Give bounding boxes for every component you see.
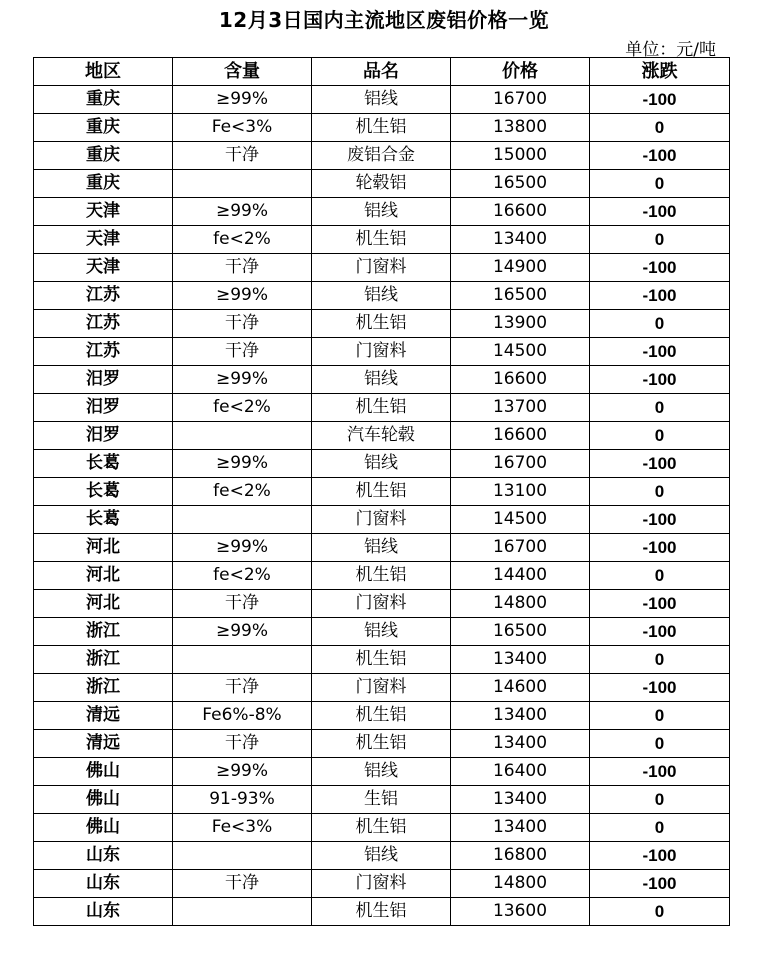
table-row <box>34 758 730 786</box>
table-row <box>34 618 730 646</box>
cell-region: 佛山 <box>34 786 173 814</box>
cell-change: 0 <box>590 226 730 254</box>
table-row <box>34 842 730 870</box>
cell-price: 16700 <box>451 86 590 114</box>
cell-content <box>173 646 312 674</box>
cell-region: 山东 <box>34 898 173 926</box>
cell-product: 铝线 <box>312 534 451 562</box>
header-change: 涨跌 <box>590 58 730 86</box>
cell-product: 机生铝 <box>312 478 451 506</box>
table-row <box>34 338 730 366</box>
cell-change: 0 <box>590 562 730 590</box>
cell-region: 重庆 <box>34 114 173 142</box>
cell-region: 山东 <box>34 870 173 898</box>
cell-change: 0 <box>590 114 730 142</box>
cell-content <box>173 898 312 926</box>
cell-change: -100 <box>590 674 730 702</box>
cell-product: 机生铝 <box>312 114 451 142</box>
cell-price: 13400 <box>451 814 590 842</box>
cell-change: 0 <box>590 814 730 842</box>
table-row <box>34 870 730 898</box>
cell-price: 14500 <box>451 338 590 366</box>
cell-price: 16500 <box>451 618 590 646</box>
cell-change: -100 <box>590 758 730 786</box>
cell-change: 0 <box>590 394 730 422</box>
table-row <box>34 254 730 282</box>
cell-region: 清远 <box>34 730 173 758</box>
cell-change: -100 <box>590 86 730 114</box>
cell-price: 13400 <box>451 702 590 730</box>
cell-product: 机生铝 <box>312 646 451 674</box>
cell-price: 13600 <box>451 898 590 926</box>
cell-change: -100 <box>590 590 730 618</box>
page-title: 12月3日国内主流地区废铝价格一览 <box>218 8 550 32</box>
cell-content <box>173 842 312 870</box>
cell-region: 汨罗 <box>34 422 173 450</box>
cell-region: 江苏 <box>34 310 173 338</box>
header-region: 地区 <box>34 58 173 86</box>
cell-price: 13400 <box>451 730 590 758</box>
cell-region: 清远 <box>34 702 173 730</box>
cell-region: 汨罗 <box>34 366 173 394</box>
cell-price: 14500 <box>451 506 590 534</box>
cell-region: 长葛 <box>34 506 173 534</box>
cell-change: -100 <box>590 142 730 170</box>
cell-product: 机生铝 <box>312 730 451 758</box>
cell-content <box>173 422 312 450</box>
cell-product: 铝线 <box>312 450 451 478</box>
table-row <box>34 674 730 702</box>
header-content: 含量 <box>173 58 312 86</box>
cell-content: 干净 <box>173 674 312 702</box>
cell-product: 门窗料 <box>312 338 451 366</box>
cell-product: 门窗料 <box>312 674 451 702</box>
cell-product: 铝线 <box>312 198 451 226</box>
cell-content: Fe<3% <box>173 814 312 842</box>
cell-content: 91-93% <box>173 786 312 814</box>
cell-product: 机生铝 <box>312 814 451 842</box>
cell-content: 干净 <box>173 590 312 618</box>
cell-price: 14400 <box>451 562 590 590</box>
price-table <box>33 57 730 926</box>
cell-price: 14600 <box>451 674 590 702</box>
cell-content: Fe6%-8% <box>173 702 312 730</box>
cell-price: 13800 <box>451 114 590 142</box>
table-row <box>34 814 730 842</box>
cell-content <box>173 506 312 534</box>
cell-change: 0 <box>590 646 730 674</box>
cell-change: -100 <box>590 450 730 478</box>
cell-product: 门窗料 <box>312 870 451 898</box>
cell-content: fe<2% <box>173 394 312 422</box>
cell-product: 铝线 <box>312 86 451 114</box>
table-row <box>34 590 730 618</box>
cell-product: 门窗料 <box>312 590 451 618</box>
cell-price: 16700 <box>451 450 590 478</box>
cell-product: 机生铝 <box>312 898 451 926</box>
table-row <box>34 198 730 226</box>
cell-region: 河北 <box>34 534 173 562</box>
cell-product: 轮毂铝 <box>312 170 451 198</box>
cell-content: ≥99% <box>173 450 312 478</box>
table-row <box>34 506 730 534</box>
cell-content: fe<2% <box>173 562 312 590</box>
table-row <box>34 450 730 478</box>
cell-price: 16600 <box>451 198 590 226</box>
table-row <box>34 786 730 814</box>
cell-change: 0 <box>590 786 730 814</box>
table-row <box>34 478 730 506</box>
cell-price: 13900 <box>451 310 590 338</box>
cell-change: 0 <box>590 422 730 450</box>
cell-price: 13400 <box>451 226 590 254</box>
cell-product: 机生铝 <box>312 226 451 254</box>
cell-price: 15000 <box>451 142 590 170</box>
table-row <box>34 142 730 170</box>
cell-region: 长葛 <box>34 450 173 478</box>
table-row <box>34 646 730 674</box>
cell-price: 14800 <box>451 870 590 898</box>
cell-change: -100 <box>590 366 730 394</box>
cell-price: 16600 <box>451 366 590 394</box>
cell-region: 重庆 <box>34 170 173 198</box>
cell-region: 佛山 <box>34 758 173 786</box>
cell-region: 浙江 <box>34 646 173 674</box>
cell-price: 14800 <box>451 590 590 618</box>
cell-price: 16800 <box>451 842 590 870</box>
cell-product: 机生铝 <box>312 562 451 590</box>
cell-change: 0 <box>590 478 730 506</box>
cell-price: 13700 <box>451 394 590 422</box>
header-price: 价格 <box>451 58 590 86</box>
cell-product: 铝线 <box>312 618 451 646</box>
cell-change: -100 <box>590 870 730 898</box>
cell-product: 废铝合金 <box>312 142 451 170</box>
cell-product: 机生铝 <box>312 394 451 422</box>
cell-change: 0 <box>590 310 730 338</box>
cell-region: 河北 <box>34 590 173 618</box>
cell-change: 0 <box>590 898 730 926</box>
cell-change: 0 <box>590 702 730 730</box>
cell-change: -100 <box>590 282 730 310</box>
table-row <box>34 114 730 142</box>
cell-price: 16400 <box>451 758 590 786</box>
table-row <box>34 310 730 338</box>
cell-change: -100 <box>590 506 730 534</box>
table-row <box>34 562 730 590</box>
header-product: 品名 <box>312 58 451 86</box>
cell-price: 14900 <box>451 254 590 282</box>
cell-price: 13100 <box>451 478 590 506</box>
cell-content: 干净 <box>173 142 312 170</box>
cell-change: 0 <box>590 170 730 198</box>
cell-region: 天津 <box>34 198 173 226</box>
table-row <box>34 86 730 114</box>
cell-product: 汽车轮毂 <box>312 422 451 450</box>
cell-region: 江苏 <box>34 282 173 310</box>
cell-content: ≥99% <box>173 618 312 646</box>
cell-region: 河北 <box>34 562 173 590</box>
cell-product: 生铝 <box>312 786 451 814</box>
cell-content: 干净 <box>173 338 312 366</box>
cell-product: 机生铝 <box>312 702 451 730</box>
cell-region: 山东 <box>34 842 173 870</box>
cell-price: 13400 <box>451 786 590 814</box>
cell-region: 汨罗 <box>34 394 173 422</box>
cell-product: 铝线 <box>312 758 451 786</box>
cell-region: 天津 <box>34 226 173 254</box>
table-row <box>34 422 730 450</box>
cell-content: ≥99% <box>173 198 312 226</box>
table-row <box>34 226 730 254</box>
cell-product: 门窗料 <box>312 254 451 282</box>
cell-content: ≥99% <box>173 282 312 310</box>
cell-change: -100 <box>590 534 730 562</box>
cell-content: 干净 <box>173 870 312 898</box>
cell-product: 铝线 <box>312 282 451 310</box>
cell-content: ≥99% <box>173 366 312 394</box>
cell-region: 浙江 <box>34 618 173 646</box>
cell-region: 重庆 <box>34 142 173 170</box>
cell-change: -100 <box>590 338 730 366</box>
cell-change: -100 <box>590 842 730 870</box>
cell-price: 16500 <box>451 282 590 310</box>
cell-content: 干净 <box>173 254 312 282</box>
cell-product: 铝线 <box>312 842 451 870</box>
table-row <box>34 730 730 758</box>
cell-content: ≥99% <box>173 86 312 114</box>
cell-content: 干净 <box>173 730 312 758</box>
cell-region: 佛山 <box>34 814 173 842</box>
cell-content: ≥99% <box>173 758 312 786</box>
table-row <box>34 282 730 310</box>
cell-product: 机生铝 <box>312 310 451 338</box>
cell-change: -100 <box>590 618 730 646</box>
cell-change: 0 <box>590 730 730 758</box>
cell-region: 天津 <box>34 254 173 282</box>
cell-product: 铝线 <box>312 366 451 394</box>
cell-content: fe<2% <box>173 226 312 254</box>
unit-label: 单位：元/吨 <box>625 40 716 60</box>
table-row <box>34 366 730 394</box>
cell-price: 16600 <box>451 422 590 450</box>
table-row <box>34 170 730 198</box>
table-header-row <box>34 58 730 86</box>
cell-change: -100 <box>590 254 730 282</box>
table-row <box>34 394 730 422</box>
table-row <box>34 534 730 562</box>
cell-content: 干净 <box>173 310 312 338</box>
table-body <box>34 86 730 926</box>
cell-price: 13400 <box>451 646 590 674</box>
cell-region: 长葛 <box>34 478 173 506</box>
cell-price: 16700 <box>451 534 590 562</box>
cell-content: fe<2% <box>173 478 312 506</box>
cell-content <box>173 170 312 198</box>
cell-region: 重庆 <box>34 86 173 114</box>
cell-region: 浙江 <box>34 674 173 702</box>
table-row <box>34 898 730 926</box>
table-row <box>34 702 730 730</box>
cell-content: ≥99% <box>173 534 312 562</box>
cell-region: 江苏 <box>34 338 173 366</box>
cell-change: -100 <box>590 198 730 226</box>
cell-product: 门窗料 <box>312 506 451 534</box>
cell-content: Fe<3% <box>173 114 312 142</box>
cell-price: 16500 <box>451 170 590 198</box>
